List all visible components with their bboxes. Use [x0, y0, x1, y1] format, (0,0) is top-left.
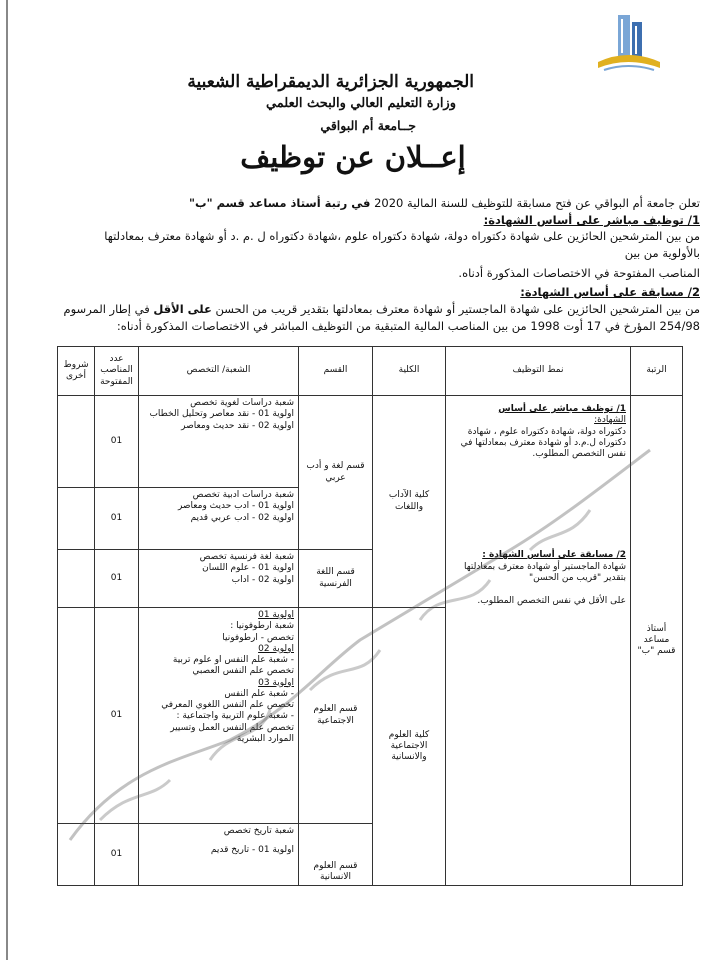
positions-cell: 01: [95, 824, 139, 886]
intro-line: تعلن جامعة أم البواقي عن فتح مسابقة للتوظيف للسنة المالية 2020 في رتبة أستاذ مساعد قسم "ب": [189, 196, 700, 210]
section1-heading: 1/ توظيف مباشر على أساس الشهادة:: [483, 213, 700, 227]
ministry-heading: وزارة التعليم العالي والبحث العلمي: [265, 96, 456, 111]
positions-cell: 01: [95, 550, 139, 608]
positions-cell: 01: [95, 608, 139, 824]
table-row: [58, 396, 683, 488]
positions-cell: 01: [95, 396, 139, 488]
faculty-cell-social: كلية العلوم الاجتماعية والانسانية: [373, 608, 446, 886]
header-faculty: الكلية: [373, 347, 446, 396]
specialty-cell: شعبة دراسات أدبية تخصص أولوية 01 - أدب حديث ومعاصر أولوية 02 - أدب عربي قديم: [139, 488, 299, 550]
department-cell: قسم العلوم الاجتماعية: [299, 608, 373, 824]
header-specialty: الشعبة/ التخصص: [139, 347, 299, 396]
section1-line2: بالأولوية من بين: [624, 246, 700, 260]
header-conditions: شروط أخرى: [58, 347, 95, 396]
section2-line1: من بين المترشحين الحائزين على شهادة الماجستير أو شهادة معترف بمعادلتها بتقدير قريب من الحسن على الأقل في إطار المرسوم: [63, 302, 700, 316]
section1-line3: المناصب المفتوحة في الاختصاصات المذكورة أدناه.: [458, 266, 700, 280]
grade-cell: أستاذ مساعد قسم "ب": [631, 396, 683, 886]
conditions-cell: [58, 824, 95, 886]
header-positions: عدد المناصب المفتوحة: [95, 347, 139, 396]
conditions-cell: [58, 608, 95, 824]
section2-heading: 2/ مسابقة على أساس الشهادة:: [520, 285, 700, 299]
faculty-cell-letters: كلية الآداب واللغات: [373, 396, 446, 608]
conditions-cell: [58, 488, 95, 550]
specialty-cell: أولوية 01 شعبة ارطوفونيا : تخصص - ارطوفونيا أولوية 02 - شعبة علم النفس أو علوم تربية تخصص علم النفس العصبي أولوية 03 - شعبة علم النفس تخصص علم النفس اللغوي المعرفي - شعبة علوم التربية واجتماعية : تخصص علم النفس العمل وتسيير الموارد البشرية: [139, 608, 299, 824]
department-cell: قسم لغة و أدب عربي: [299, 396, 373, 550]
university-logo-icon: [588, 10, 668, 80]
specialty-cell: شعبة تاريخ تخصص أولوية 01 - تاريخ قديم: [139, 824, 299, 886]
header-department: القسم: [299, 347, 373, 396]
department-cell: قسم اللغة الفرنسية: [299, 550, 373, 608]
header-grade: الرتبة: [631, 347, 683, 396]
table-header-row: [58, 347, 683, 396]
section2-line2: 254/98 المؤرخ في 17 أوت 1998 من بين المناصب المالية المتبقية من التوظيف المباشر في الاختصاصات المذكورة أدناه:: [116, 319, 700, 333]
positions-table: [57, 346, 683, 886]
specialty-cell: شعبة لغة فرنسية تخصص أولوية 01 - علوم اللسان أولوية 02 - آداب: [139, 550, 299, 608]
specialty-cell: شعبة دراسات لغوية تخصص أولوية 01 - نقد معاصر وتحليل الخطاب أولوية 02 - نقد حديث ومعاصر: [139, 396, 299, 488]
conditions-cell: [58, 396, 95, 488]
university-heading: جــامعة أم البواقي: [320, 118, 416, 133]
page-title: إعــلان عن توظيف: [240, 140, 466, 174]
conditions-cell: [58, 550, 95, 608]
department-cell: قسم العلوم الانسانية: [299, 824, 373, 886]
section1-line1: من بين المترشحين الحائزين على شهادة دكتوراه دولة، شهادة دكتوراه علوم ،شهادة دكتوراه ل .م .د أو شهادة معترف بمعادلتها: [104, 229, 700, 243]
mode-cell: 1/ توظيف مباشر على أساس الشهادة: دكتوراه دولة، شهادة دكتوراه علوم ، شهادة دكتوراه ل.م.د أو شهادة معترف بمعادلتها في نفس التخصص المطلوب. 2/ مسابقة على أساس الشهادة : شهادة الماجستير أو شهادة معترف بمعادلتها بتقدير "قريب من الحسن" على الأقل في نفس التخصص المطلوب.: [446, 396, 631, 886]
positions-cell: 01: [95, 488, 139, 550]
header-mode: نمط التوظيف: [446, 347, 631, 396]
republic-heading: الجمهورية الجزائرية الديمقراطية الشعبية: [187, 72, 474, 92]
